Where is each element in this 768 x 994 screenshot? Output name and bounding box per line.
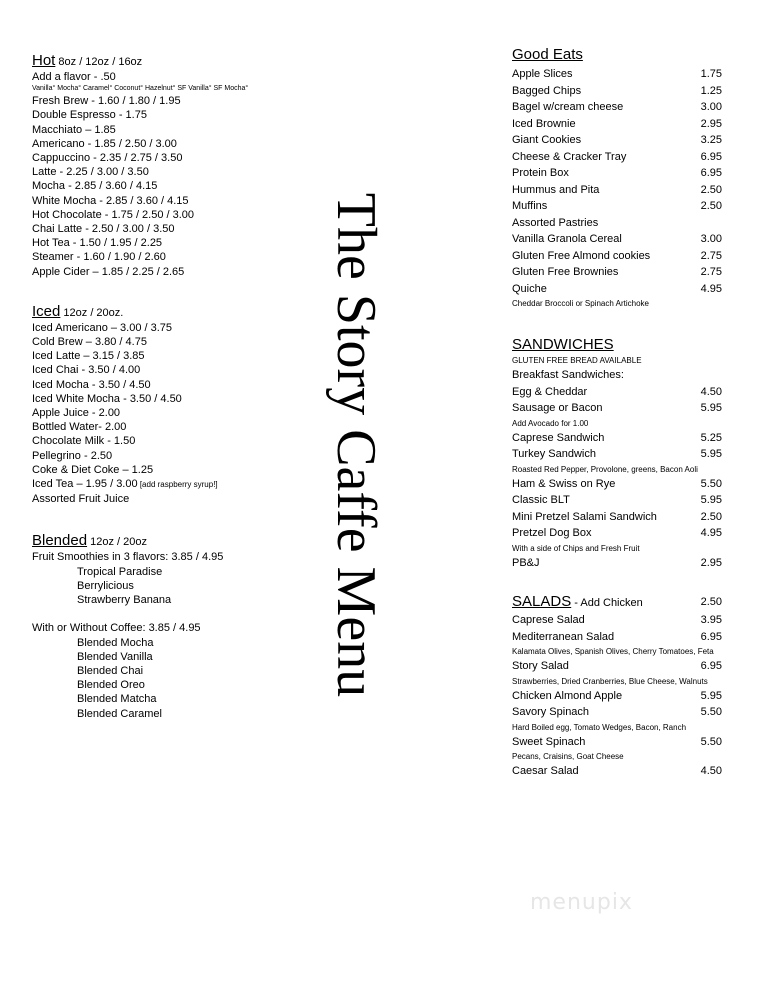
item-price: 4.95 (700, 282, 722, 295)
menu-item (512, 281, 722, 298)
item-price: 3.00 (700, 101, 722, 113)
item-price: 6.95 (700, 167, 722, 179)
good-eats-header (512, 46, 722, 64)
iced-item: Iced Chai - 3.50 / 4.00 (32, 364, 141, 377)
quiche-note: Cheddar Broccoli or Spinach Artichoke (512, 299, 649, 308)
menu-item (512, 83, 722, 100)
hot-item: Macchiato – 1.85 (32, 123, 116, 136)
menu-item (512, 629, 722, 646)
item-price: 2.50 (700, 200, 722, 212)
menu-item (512, 132, 722, 149)
menu-item (512, 215, 722, 232)
menu-title: The Story Caffe Menu (325, 192, 387, 698)
blended-item: Blended Oreo (77, 679, 145, 692)
blended-section-header (32, 532, 302, 550)
menu-item (512, 704, 722, 721)
smoothie-flavor: Strawberry Banana (77, 594, 172, 607)
item-name: Hummus and Pita (512, 183, 600, 196)
iced-item: Iced Americano – 3.00 / 3.75 (32, 321, 173, 334)
hot-item: Double Espresso - 1.75 (32, 109, 147, 122)
item-price: 3.25 (700, 134, 722, 146)
hot-item: Cappuccino - 2.35 / 2.75 / 3.50 (32, 152, 183, 165)
menu-item (512, 430, 722, 447)
good-eats-title: Good Eats (512, 46, 583, 63)
blended-title: Blended (32, 532, 88, 550)
item-name: Vanilla Granola Cereal (512, 233, 622, 245)
breakfast-label-text: Breakfast Sandwiches: (512, 369, 624, 381)
blended-sizes: 12oz / 20oz (87, 536, 147, 549)
sweet-note: Pecans, Craisins, Goat Cheese (512, 752, 624, 761)
hot-item: Fresh Brew - 1.60 / 1.80 / 1.95 (32, 95, 181, 108)
blended-item: Blended Chai (77, 664, 144, 677)
hot-item: Mocha - 2.85 / 3.60 / 4.15 (32, 180, 158, 193)
item-price: 2.75 (700, 249, 722, 262)
blended-item: Blended Vanilla (77, 650, 153, 663)
menu-item (512, 116, 722, 133)
item-name: Caprese Salad (512, 614, 585, 626)
add-chicken-label: - Add Chicken (571, 597, 643, 609)
item-price: 4.95 (700, 527, 722, 539)
item-price: 3.95 (700, 614, 722, 626)
item-price: 5.50 (700, 735, 722, 748)
item-price: 6.95 (700, 630, 722, 643)
iced-item: Assorted Fruit Juice (32, 493, 130, 506)
menu-item (512, 149, 722, 166)
item-name: Apple Slices (512, 68, 573, 80)
iced-item: Apple Juice - 2.00 (32, 407, 121, 420)
item-price: 5.95 (700, 402, 722, 414)
smoothies-line: Fruit Smoothies in 3 flavors: 3.85 / 4.95 (32, 551, 224, 564)
story-note: Strawberries, Dried Cranberries, Blue Cheese, Walnuts (512, 676, 708, 686)
item-price: 6.95 (700, 150, 722, 163)
smoothie-flavor: Berrylicious (77, 579, 134, 592)
add-chicken-price: 2.50 (700, 596, 722, 608)
item-name: Caprese Sandwich (512, 431, 605, 444)
menu-item (512, 182, 722, 199)
item-price: 5.50 (700, 477, 722, 490)
iced-item: Coke & Diet Coke – 1.25 (32, 463, 154, 476)
blended-item: Blended Matcha (77, 693, 157, 706)
item-name: Bagged Chips (512, 84, 582, 97)
hot-item: White Mocha - 2.85 / 3.60 / 4.15 (32, 194, 189, 207)
item-name: Gluten Free Brownies (512, 266, 619, 278)
item-name: Turkey Sandwich (512, 448, 596, 460)
iced-item: Pellegrino - 2.50 (32, 449, 113, 462)
item-name: Sweet Spinach (512, 735, 586, 748)
iced-section-header (32, 303, 302, 321)
iced-item: Chocolate Milk - 1.50 (32, 435, 136, 448)
hot-item: Steamer - 1.60 / 1.90 / 2.60 (32, 251, 166, 264)
menu-item (512, 264, 722, 281)
item-price: 2.75 (700, 266, 722, 278)
menu-item (512, 658, 722, 675)
item-price: 2.50 (700, 183, 722, 196)
item-name: Classic BLT (512, 494, 570, 506)
item-price: 2.95 (700, 117, 722, 130)
blended-item: Blended Caramel (77, 707, 162, 720)
gluten-note: GLUTEN FREE BREAD AVAILABLE (512, 356, 642, 365)
item-price: 5.95 (700, 448, 722, 460)
menu-title-wrap (326, 55, 386, 835)
menu-item (512, 509, 722, 526)
flavor-line: Add a flavor - .50 (32, 71, 116, 83)
item-name: Giant Cookies (512, 134, 582, 146)
mediterranean-note: Kalamata Olives, Spanish Olives, Cherry Tomatoes, Feta (512, 647, 714, 656)
item-name: PB&J (512, 556, 540, 569)
sandwiches-header (512, 336, 722, 354)
flavor-list: Vanilla° Mocha° Caramel° Coconut° Hazelnut° SF Vanilla° SF Mocha° (32, 85, 249, 93)
iced-tea-note: [add raspberry syrup!] (137, 480, 218, 490)
menu-item (512, 384, 722, 401)
hot-item: Hot Tea - 1.50 / 1.95 / 2.25 (32, 237, 163, 250)
item-price: 1.75 (700, 68, 722, 80)
menu-item (512, 248, 722, 265)
iced-tea-item (32, 477, 302, 492)
savory-note: Hard Boiled egg, Tomato Wedges, Bacon, Ranch (512, 722, 687, 732)
menu-item (512, 231, 722, 248)
iced-item: Iced Mocha - 3.50 / 4.50 (32, 378, 151, 391)
hot-item: Hot Chocolate - 1.75 / 2.50 / 3.00 (32, 208, 195, 221)
salads-header (512, 593, 722, 612)
hot-sizes: 8oz / 12oz / 16oz (55, 56, 143, 68)
menu-item (512, 734, 722, 751)
salads-title: SALADS (512, 593, 572, 610)
menu-item (512, 198, 722, 215)
smoothie-flavor: Tropical Paradise (77, 565, 163, 578)
item-price: 2.95 (700, 556, 722, 569)
menu-item (512, 555, 722, 572)
breakfast-label (512, 367, 722, 384)
iced-tea-label: Iced Tea – 1.95 / 3.00 (32, 478, 138, 491)
item-price: 5.25 (700, 431, 722, 444)
iced-title: Iced (32, 302, 61, 320)
item-name: Chicken Almond Apple (512, 689, 623, 702)
item-name: Pretzel Dog Box (512, 527, 592, 539)
hot-item: Apple Cider – 1.85 / 2.25 / 2.65 (32, 265, 185, 278)
item-name: Mini Pretzel Salami Sandwich (512, 510, 657, 523)
hot-section-header (32, 52, 302, 70)
menu-item (512, 763, 722, 780)
menu-item (512, 446, 722, 463)
item-name: Mediterranean Salad (512, 630, 615, 643)
menu-item (512, 525, 722, 542)
coffee-line: With or Without Coffee: 3.85 / 4.95 (32, 622, 201, 635)
menu-item (512, 492, 722, 509)
item-name: Egg & Cheddar (512, 385, 588, 398)
avocado-note: Add Avocado for 1.00 (512, 418, 589, 428)
menu-item (512, 99, 722, 116)
hot-item: Americano - 1.85 / 2.50 / 3.00 (32, 137, 177, 150)
item-price: 5.95 (700, 494, 722, 506)
menu-item (512, 476, 722, 493)
iced-item: Cold Brew – 3.80 / 4.75 (32, 336, 147, 349)
iced-sizes: 12oz / 20oz. (60, 306, 124, 319)
blended-item: Blended Mocha (77, 636, 154, 649)
item-name: Muffins (512, 200, 548, 212)
hot-items (32, 94, 302, 279)
item-name: Iced Brownie (512, 117, 576, 130)
item-price: 1.25 (700, 84, 722, 97)
item-name: Ham & Swiss on Rye (512, 477, 616, 490)
item-price: 2.50 (700, 510, 722, 523)
item-price: 4.50 (700, 765, 722, 777)
left-column (32, 52, 302, 721)
item-name: Cheese & Cracker Tray (512, 150, 627, 163)
item-name: Sausage or Bacon (512, 402, 603, 414)
item-price: 3.00 (700, 233, 722, 245)
hot-title: Hot (32, 52, 56, 69)
hot-item: Latte - 2.25 / 3.00 / 3.50 (32, 166, 149, 179)
dog-note: With a side of Chips and Fresh Fruit (512, 543, 640, 553)
menu-item (512, 688, 722, 705)
right-column (512, 46, 722, 780)
menu-item (512, 612, 722, 629)
item-name: Gluten Free Almond cookies (512, 249, 651, 262)
iced-item: Iced White Mocha - 3.50 / 4.50 (32, 392, 182, 405)
item-name: Assorted Pastries (512, 216, 599, 229)
item-name: Quiche (512, 282, 547, 295)
item-name: Bagel w/cream cheese (512, 101, 624, 113)
sandwiches-title: SANDWICHES (512, 336, 614, 353)
hot-item: Chai Latte - 2.50 / 3.00 / 3.50 (32, 223, 175, 236)
turkey-note: Roasted Red Pepper, Provolone, greens, Bacon Aoli (512, 464, 698, 474)
item-name: Savory Spinach (512, 706, 590, 718)
item-name: Story Salad (512, 660, 569, 672)
iced-item: Iced Latte – 3.15 / 3.85 (32, 350, 145, 363)
item-price: 4.50 (700, 385, 722, 398)
item-name: Protein Box (512, 167, 569, 179)
iced-item: Bottled Water- 2.00 (32, 421, 127, 434)
item-name: Caesar Salad (512, 765, 579, 777)
item-price: 5.50 (700, 706, 722, 718)
menu-item (512, 165, 722, 182)
menupix-watermark: menupix (530, 890, 633, 915)
item-price: 5.95 (700, 689, 722, 702)
iced-items (32, 321, 302, 507)
item-price: 6.95 (700, 660, 722, 672)
menu-item (512, 66, 722, 83)
menu-item (512, 400, 722, 417)
